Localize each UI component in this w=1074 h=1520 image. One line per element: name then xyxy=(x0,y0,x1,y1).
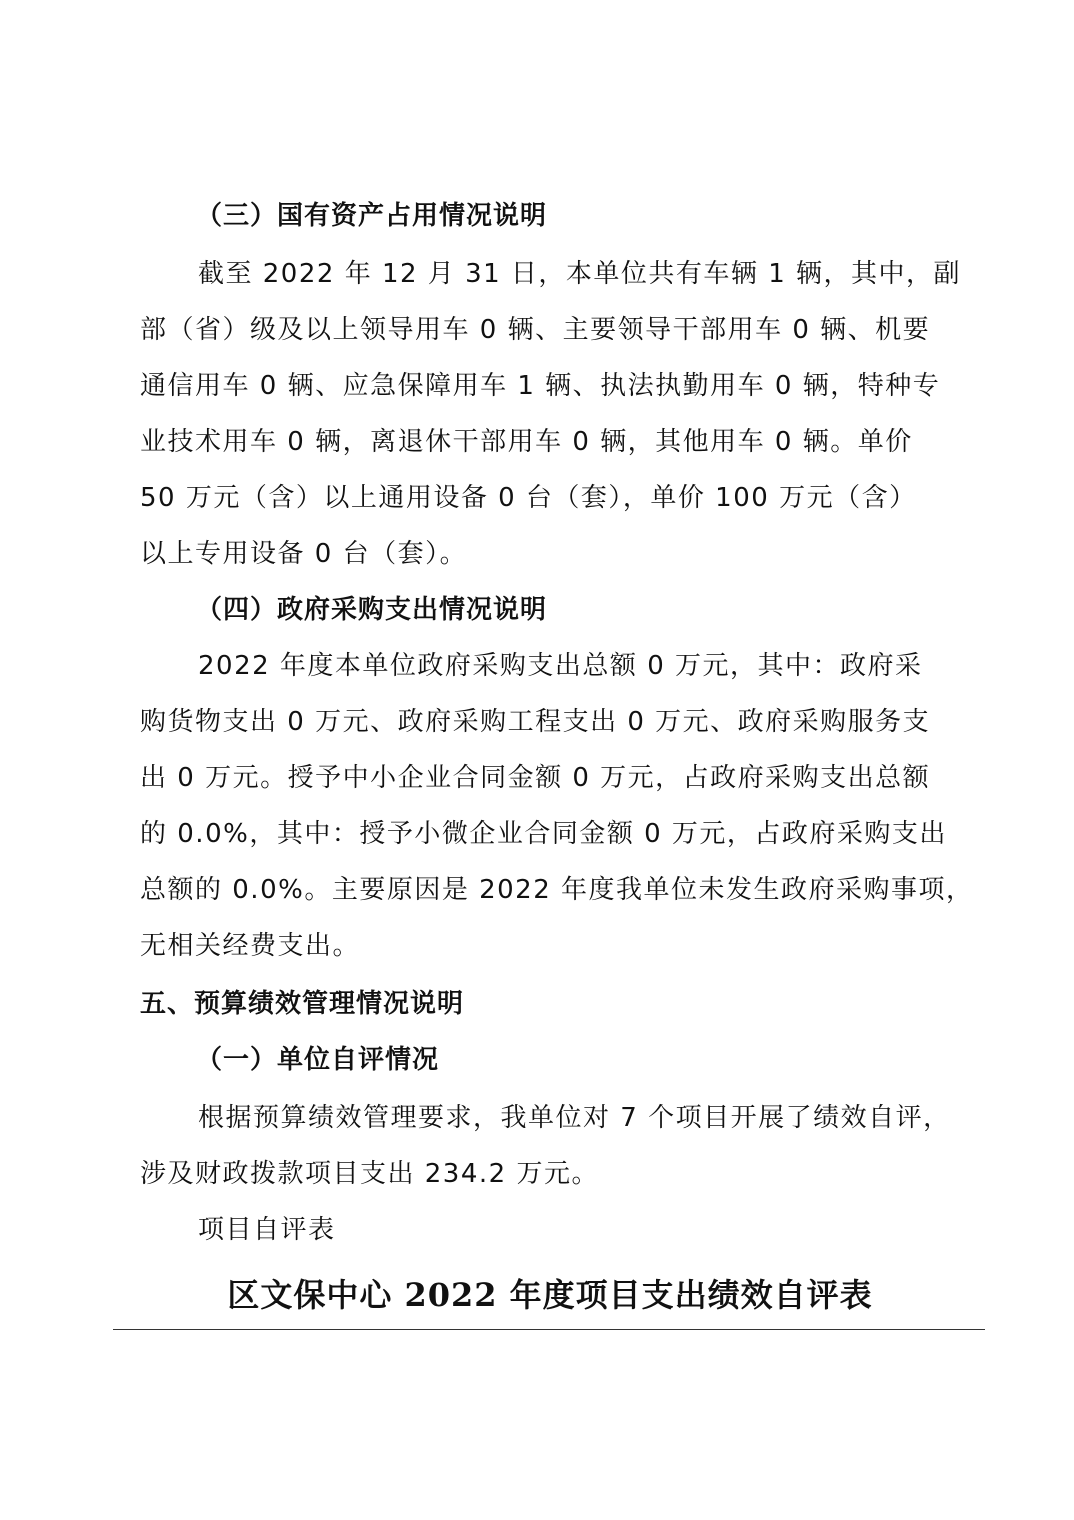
paragraph-line: 总额的 0.0%。主要原因是 2022 年度我单位未发生政府采购事项， xyxy=(140,875,974,905)
section-4-heading: （四）政府采购支出情况说明 xyxy=(196,595,548,625)
paragraph-line: 50 万元（含）以上通用设备 0 台（套），单价 100 万元（含） xyxy=(140,483,917,513)
section-5-heading: 五、预算绩效管理情况说明 xyxy=(140,989,465,1019)
table-title: 区文保中心 2022 年度项目支出绩效自评表 xyxy=(227,1276,873,1314)
table-top-rule xyxy=(113,1329,985,1330)
paragraph-line: 业技术用车 0 辆，离退休干部用车 0 辆，其他用车 0 辆。单价 xyxy=(140,427,913,457)
paragraph-line: 涉及财政拨款项目支出 234.2 万元。 xyxy=(140,1159,599,1189)
table-label: 项目自评表 xyxy=(198,1215,336,1245)
paragraph-line: 根据预算绩效管理要求，我单位对 7 个项目开展了绩效自评， xyxy=(198,1103,951,1133)
paragraph-line: 截至 2022 年 12 月 31 日，本单位共有车辆 1 辆，其中，副 xyxy=(198,259,961,289)
paragraph-line: 以上专用设备 0 台（套）。 xyxy=(140,539,468,569)
paragraph-line: 购货物支出 0 万元、政府采购工程支出 0 万元、政府采购服务支 xyxy=(140,707,931,737)
paragraph-line: 通信用车 0 辆、应急保障用车 1 辆、执法执勤用车 0 辆，特种专 xyxy=(140,371,941,401)
paragraph-line: 无相关经费支出。 xyxy=(140,931,361,961)
paragraph-line: 出 0 万元。授予中小企业合同金额 0 万元，占政府采购支出总额 xyxy=(140,763,931,793)
paragraph-line: 部（省）级及以上领导用车 0 辆、主要领导干部用车 0 辆、机要 xyxy=(140,315,931,345)
section-3-heading: （三）国有资产占用情况说明 xyxy=(196,201,548,231)
paragraph-line: 的 0.0%，其中：授予小微企业合同金额 0 万元，占政府采购支出 xyxy=(140,819,947,849)
section-5-1-heading: （一）单位自评情况 xyxy=(196,1045,440,1075)
paragraph-line: 2022 年度本单位政府采购支出总额 0 万元，其中：政府采 xyxy=(198,651,923,681)
